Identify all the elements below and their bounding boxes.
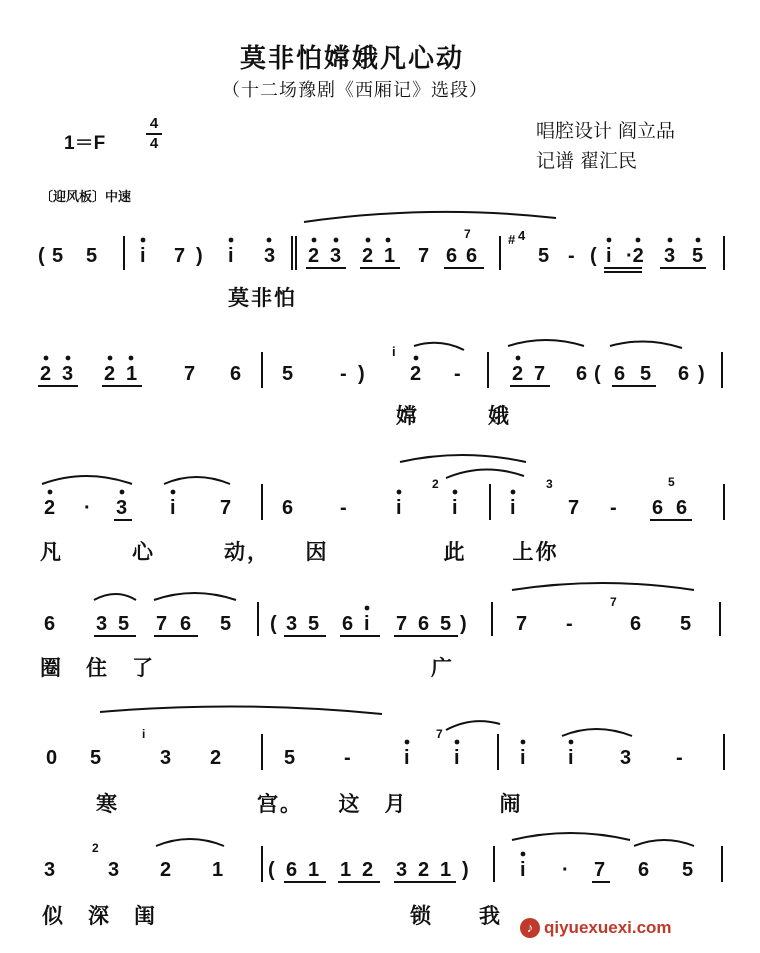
- svg-text:-: -: [344, 747, 351, 769]
- song-subtitle: （十二场豫剧《西厢记》选段）: [222, 80, 488, 101]
- barlines-2: [262, 352, 722, 388]
- slur-4c: [512, 583, 694, 590]
- svg-text:2: 2: [92, 841, 99, 855]
- svg-text:2: 2: [418, 859, 430, 881]
- svg-text:1: 1: [126, 363, 138, 385]
- svg-text:5: 5: [680, 613, 692, 635]
- svg-text:2: 2: [362, 245, 374, 267]
- svg-text:-: -: [676, 747, 683, 769]
- svg-text:i: i: [520, 747, 526, 769]
- svg-text:2: 2: [432, 477, 439, 491]
- svg-text:2: 2: [104, 363, 116, 385]
- svg-text:2: 2: [362, 859, 374, 881]
- svg-text:6: 6: [676, 497, 688, 519]
- svg-text:3: 3: [264, 245, 276, 267]
- svg-text:5: 5: [220, 613, 232, 635]
- svg-text:i: i: [364, 613, 370, 635]
- svg-text:3: 3: [330, 245, 342, 267]
- svg-text:i: i: [520, 859, 526, 881]
- slur-3c: [400, 455, 526, 462]
- svg-text:2: 2: [160, 859, 172, 881]
- svg-text:3: 3: [44, 859, 56, 881]
- svg-text:(: (: [38, 245, 45, 267]
- svg-text:2: 2: [308, 245, 320, 267]
- svg-text:7: 7: [534, 363, 546, 385]
- svg-text:i: i: [396, 497, 402, 519]
- credit-transcriber: 记谱 翟汇民: [536, 150, 638, 172]
- svg-text:6: 6: [466, 245, 478, 267]
- dots-3: [48, 490, 516, 495]
- svg-text:3: 3: [620, 747, 632, 769]
- svg-text:3: 3: [108, 859, 120, 881]
- svg-text:3: 3: [96, 613, 108, 635]
- svg-text:5: 5: [86, 245, 98, 267]
- svg-text:5: 5: [668, 475, 675, 489]
- slur-2a: [414, 343, 464, 350]
- svg-text:6: 6: [652, 497, 664, 519]
- svg-text:3: 3: [116, 497, 128, 519]
- svg-text:5: 5: [52, 245, 64, 267]
- svg-text:4: 4: [518, 228, 526, 243]
- svg-text:5: 5: [118, 613, 130, 635]
- slur-3b: [164, 477, 230, 484]
- svg-text:(: (: [590, 245, 597, 267]
- svg-text:7: 7: [436, 727, 443, 741]
- time-signature-top: 4: [149, 115, 159, 132]
- dots-5: [405, 740, 574, 745]
- slur-6b: [512, 833, 630, 840]
- svg-text:i: i: [142, 727, 146, 741]
- svg-text:7: 7: [156, 613, 168, 635]
- watermark-text: qiyuexuexi.com: [544, 918, 672, 937]
- svg-text:3: 3: [286, 613, 298, 635]
- svg-text:-: -: [568, 245, 575, 267]
- svg-text:i: i: [510, 497, 516, 519]
- slur-3a: [42, 476, 132, 484]
- svg-text:5: 5: [682, 859, 694, 881]
- slur-4b: [154, 593, 236, 600]
- svg-text:2: 2: [40, 363, 52, 385]
- svg-text:3: 3: [546, 477, 553, 491]
- svg-text:): ): [462, 859, 469, 881]
- svg-text:i: i: [228, 245, 234, 267]
- slur-1: [304, 212, 556, 222]
- lyric-line-1: 莫非怕: [228, 285, 297, 310]
- slur-3d: [446, 469, 524, 478]
- svg-text:-: -: [566, 613, 573, 635]
- credit-composer: 唱腔设计 阎立品: [536, 120, 676, 142]
- svg-text:3: 3: [396, 859, 408, 881]
- svg-text:1: 1: [440, 859, 452, 881]
- svg-text:-: -: [340, 363, 347, 385]
- svg-text:i: i: [568, 747, 574, 769]
- svg-text:6: 6: [282, 497, 294, 519]
- slur-5c: [562, 729, 632, 736]
- svg-text:·2: ·2: [626, 245, 644, 267]
- barlines-5: [262, 734, 724, 770]
- svg-text:5: 5: [538, 245, 550, 267]
- svg-text:5: 5: [308, 613, 320, 635]
- svg-text:1: 1: [212, 859, 224, 881]
- svg-text:6: 6: [180, 613, 192, 635]
- svg-text:6: 6: [576, 363, 588, 385]
- svg-text:1: 1: [308, 859, 320, 881]
- svg-text:6: 6: [678, 363, 690, 385]
- svg-text:i: i: [454, 747, 460, 769]
- staff-line-4: [44, 595, 691, 635]
- song-title: 莫非怕嫦娥凡心动: [240, 44, 465, 74]
- svg-text:6: 6: [286, 859, 298, 881]
- slur-4a: [94, 594, 136, 600]
- svg-text:6: 6: [230, 363, 242, 385]
- svg-text:(: (: [270, 613, 277, 635]
- svg-text:5: 5: [90, 747, 102, 769]
- svg-text:1: 1: [340, 859, 352, 881]
- key-signature: 1＝F: [64, 133, 106, 154]
- svg-text:): ): [358, 363, 365, 385]
- svg-text:2: 2: [210, 747, 222, 769]
- dots-4: [365, 606, 370, 611]
- svg-text:6: 6: [446, 245, 458, 267]
- svg-text:-: -: [610, 497, 617, 519]
- svg-text:7: 7: [516, 613, 528, 635]
- svg-text:7: 7: [594, 859, 606, 881]
- svg-text:6: 6: [342, 613, 354, 635]
- svg-text:5: 5: [640, 363, 652, 385]
- staff-line-5: [46, 727, 683, 769]
- svg-text:): ): [460, 613, 467, 635]
- svg-text:3: 3: [160, 747, 172, 769]
- svg-text:#: #: [508, 232, 516, 247]
- staff-line-6: [44, 841, 693, 881]
- svg-text:-: -: [340, 497, 347, 519]
- svg-text:7: 7: [396, 613, 408, 635]
- dots-6: [521, 852, 526, 857]
- lyric-line-5: 寒 宫。 这 月 闹: [96, 791, 523, 816]
- slur-5b: [446, 721, 500, 730]
- svg-text:6: 6: [44, 613, 56, 635]
- staff-line-2: [40, 344, 705, 385]
- svg-text:3: 3: [62, 363, 74, 385]
- svg-text:5: 5: [692, 245, 704, 267]
- svg-text:(: (: [268, 859, 275, 881]
- slur-6c: [634, 840, 694, 846]
- lyric-line-6: 似 深 闺 锁 我: [42, 903, 502, 928]
- music-note-icon: ♪: [520, 918, 540, 938]
- svg-text:): ): [698, 363, 705, 385]
- svg-text:6: 6: [614, 363, 626, 385]
- lyric-line-3: 凡 心 动， 因 此 上你: [40, 539, 559, 564]
- svg-text:i: i: [606, 245, 612, 267]
- svg-text:(: (: [594, 363, 601, 385]
- tempo-marking: 〔迎风板〕中速: [40, 190, 132, 205]
- svg-text:·: ·: [84, 497, 91, 519]
- svg-text:6: 6: [418, 613, 430, 635]
- svg-text:2: 2: [410, 363, 422, 385]
- svg-text:1: 1: [384, 245, 396, 267]
- svg-text:7: 7: [184, 363, 196, 385]
- slur-2c: [610, 341, 682, 348]
- svg-text:7: 7: [568, 497, 580, 519]
- staff-line-3: [44, 475, 687, 519]
- dots-1: [141, 238, 701, 243]
- slur-6a: [156, 839, 224, 846]
- svg-text:): ): [196, 245, 203, 267]
- svg-text:6: 6: [630, 613, 642, 635]
- svg-text:7: 7: [174, 245, 186, 267]
- barlines-4: [258, 602, 720, 636]
- slur-2b: [508, 340, 584, 346]
- svg-text:i: i: [140, 245, 146, 267]
- svg-text:7: 7: [464, 227, 471, 241]
- underlines-1: [306, 268, 706, 272]
- svg-text:2: 2: [44, 497, 56, 519]
- svg-text:i: i: [452, 497, 458, 519]
- svg-text:2: 2: [512, 363, 524, 385]
- svg-text:5: 5: [282, 363, 294, 385]
- svg-text:i: i: [392, 344, 396, 359]
- staff-line-1: [38, 227, 703, 267]
- lyric-line-4: 圈 住 了 广: [40, 655, 454, 680]
- time-signature-bottom: 4: [149, 135, 159, 152]
- dots-2: [44, 356, 521, 361]
- svg-text:5: 5: [284, 747, 296, 769]
- svg-text:6: 6: [638, 859, 650, 881]
- svg-text:-: -: [454, 363, 461, 385]
- svg-text:7: 7: [610, 595, 617, 609]
- svg-text:3: 3: [664, 245, 676, 267]
- svg-text:i: i: [170, 497, 176, 519]
- svg-text:7: 7: [418, 245, 430, 267]
- svg-text:·: ·: [562, 859, 569, 881]
- barlines-6: [262, 846, 722, 882]
- svg-text:i: i: [404, 747, 410, 769]
- svg-text:7: 7: [220, 497, 232, 519]
- slur-5a: [100, 706, 382, 714]
- svg-text:5: 5: [440, 613, 452, 635]
- svg-text:0: 0: [46, 747, 58, 769]
- site-watermark: [520, 918, 672, 938]
- lyric-line-2: 嫦 娥: [396, 403, 511, 428]
